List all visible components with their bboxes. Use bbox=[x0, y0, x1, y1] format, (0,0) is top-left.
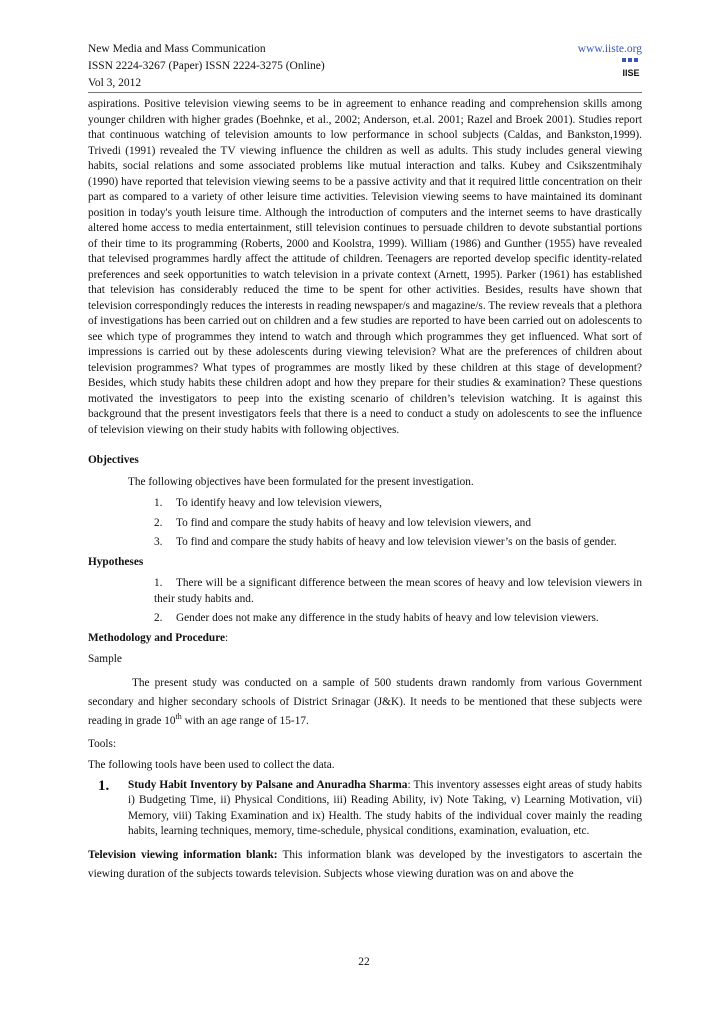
page-header bbox=[88, 41, 642, 92]
tools-label: Tools: bbox=[88, 737, 117, 750]
methodology-heading: Methodology and Procedure: bbox=[88, 631, 229, 644]
intro-paragraph: aspirations. Positive television viewing seems to be in agreement to enhance reading and comprehension skills among younger children with higher grades (Boehnke, et al., 2002; Anderson, et.al. 2001; Razel and Broek 2001). Studies report that continuous watching of television amounts to low performance in school subjects (Caldas, and Bankston,1999). Trivedi (1991) revealed the TV viewing influence the children as well as adults. This study includes general viewing habits, social relations and some associated problems like mutual interaction and talks. Kubey and Csikszentmihaly (1990) have reported that television viewing seems to be a passive activity and that it required little concentration on their part as compared to a variety of other leisure time activities. Television viewing seems to have maintained its dominant position in today's youth leisure time. Although the introduction of computers and the internet seems to have drastically altered home access to media entertainment, still television continues to persuade children to devote substantial portions of their time to its programming (Roberts, 2000 and Koolstra, 1999). William (1986) and Gunther (1955) have revealed that televised programmes hardly affect the attitude of children. Teenagers are reported develop specific identity-related preferences and seek opportunities to watch television in a private context (Arnett, 1995). Parker (1961) has established that television has considerably reduced the time to be spent for other activities. Besides, results have shown that television correspondingly reduces the interests in reading newspaper/s and magazine/s. The review reveals that a plethora of investigations has been carried out on children and a few studies are reported to have been carried out on adolescents to see which type of programmes they intend to watch and through which programmes they get influenced. What sort of impressions is carried out by these adolescents during viewing television? What are the preferences of children about television programmes? What types of programmes are mostly liked by these children at this stage of development? Besides, which study habits these children adopt and how they prepare for their studies & examination? These questions motivated the investigators to peep into the existing scenario of children’s television watching. It is against this background that the present investigators feels that there is a need to conduct a study on adolescents to see the influence of television viewing on their study habits with following objectives. bbox=[88, 98, 642, 436]
objective-item: 2. To find and compare the study habits of heavy and low television viewers, and bbox=[154, 516, 531, 529]
sample-label: Sample bbox=[88, 653, 122, 665]
header-rule bbox=[88, 92, 642, 93]
hypothesis-item: 1. There will be a significant difference between the mean scores of heavy and low television viewers in their study habits and. bbox=[154, 577, 642, 605]
journal-name: New Media and Mass Communication bbox=[88, 43, 266, 55]
tool-number: 1. bbox=[98, 777, 110, 794]
iiste-logo-icon bbox=[620, 56, 642, 80]
volume-line: Vol 3, 2012 bbox=[88, 77, 142, 89]
tools-intro: The following tools have been used to collect the data. bbox=[88, 759, 335, 771]
tool-item bbox=[88, 778, 642, 840]
objectives-heading: Objectives bbox=[88, 454, 139, 466]
logo-text: IISE bbox=[622, 68, 640, 78]
page-body bbox=[88, 97, 642, 884]
objective-item: 3. To find and compare the study habits of heavy and low television viewer’s on the basis of gender. bbox=[154, 536, 617, 548]
page-number: 22 bbox=[358, 956, 370, 968]
hypotheses-heading: Hypotheses bbox=[88, 555, 144, 568]
objectives-intro: The following objectives have been formulated for the present investigation. bbox=[128, 475, 474, 488]
tool-description: Study Habit Inventory by Palsane and Anuradha Sharma: This inventory assesses eight areas of study habits i) Budgeting Time, ii) Physical Conditions, iii) Reading Ability, iv) Note Taking, v) Learning Motivation, vii) Memory, viii) Taking Examination and ix) Health. The study habits of the individual cover mainly the reading habits, learning techniques, memory, time-schedule, physical conditions, examination, evaluation, etc. bbox=[128, 778, 642, 837]
journal-url-link[interactable]: www.iiste.org bbox=[577, 43, 642, 55]
sample-paragraph: The present study was conducted on a sample of 500 students drawn randomly from various Government secondary and higher secondary schools of District Srinagar (J&K). It needs to be mentioned that these subjects were reading in grade 10th with an age range of 15-17. bbox=[88, 676, 642, 727]
issn-line: ISSN 2224-3267 (Paper) ISSN 2224-3275 (Online) bbox=[88, 60, 325, 72]
tv-blank-paragraph: Television viewing information blank: This information blank was developed by the investigators to ascertain the viewing duration of the subjects towards television. Subjects whose viewing duration was on and above the bbox=[88, 848, 642, 880]
hypothesis-item: 2. Gender does not make any difference in the study habits of heavy and low television viewers. bbox=[154, 612, 599, 624]
objective-item: 1. To identify heavy and low television viewers, bbox=[154, 497, 382, 509]
